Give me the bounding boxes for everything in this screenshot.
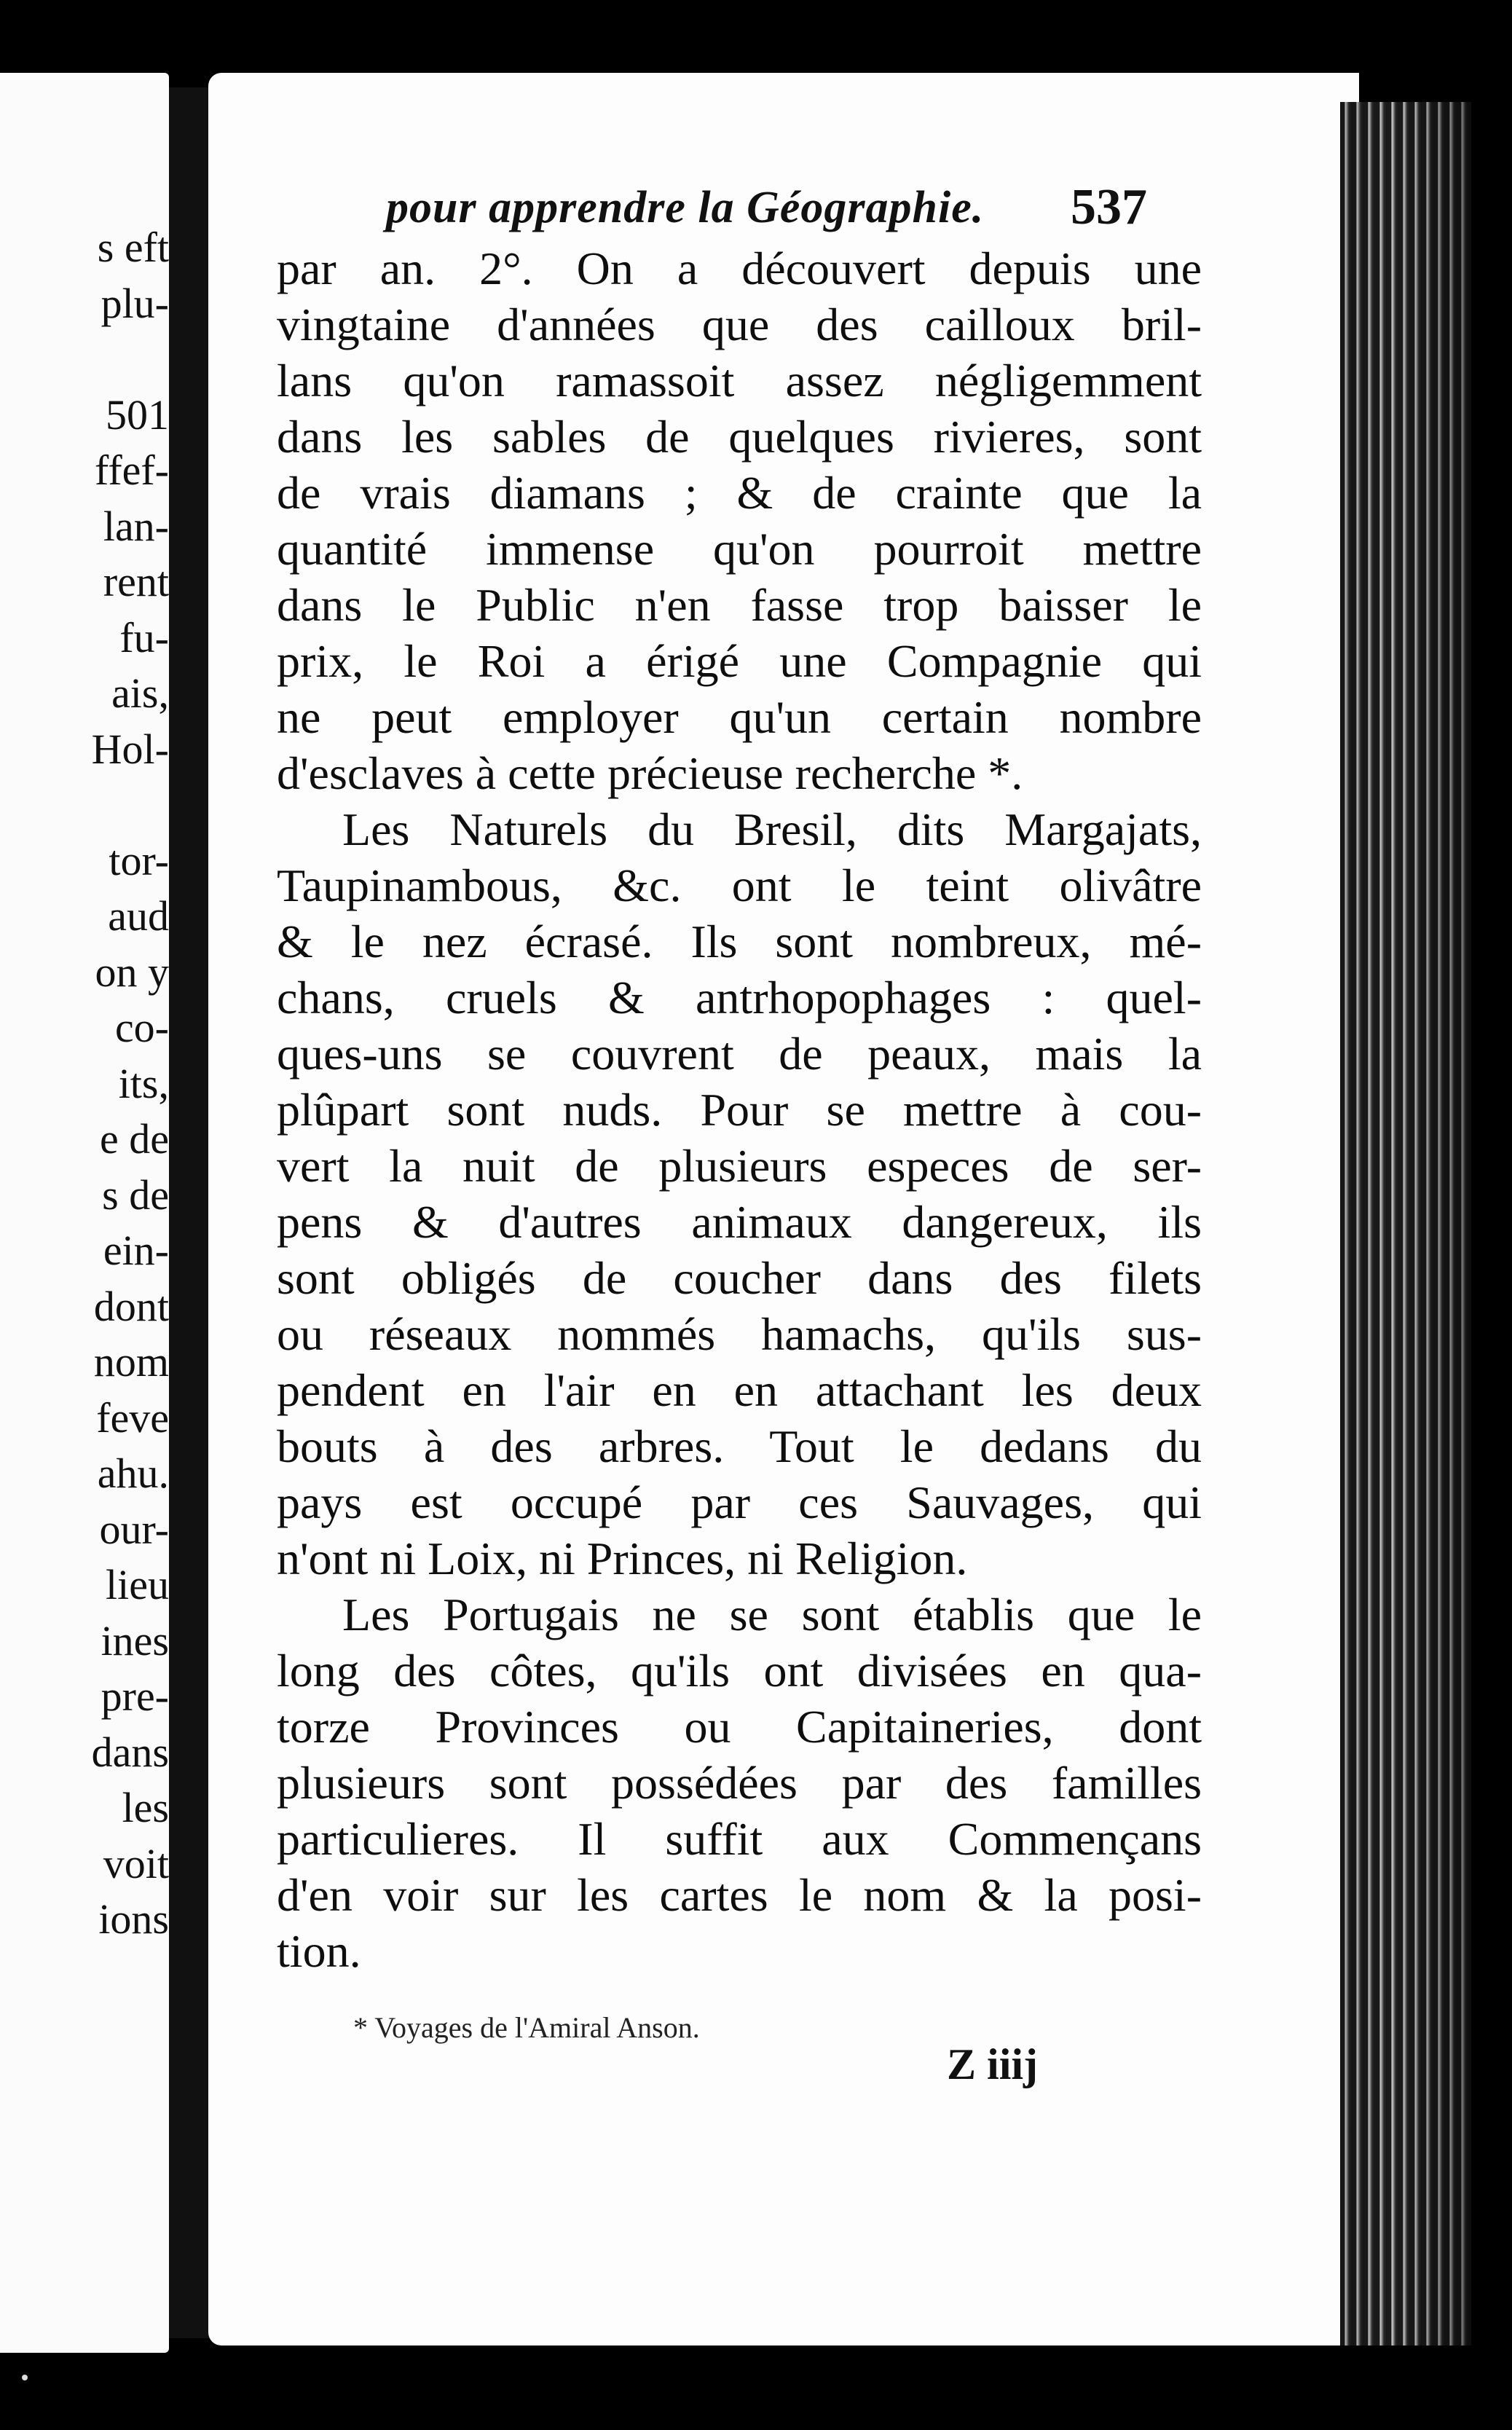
text-line: ques-uns se couvrent de peaux, mais la xyxy=(277,1028,1202,1080)
facing-page-line: les xyxy=(122,1784,169,1831)
facing-page-line: voit xyxy=(103,1839,169,1887)
text-line: dans le Public n'en fasse trop baisser le xyxy=(277,579,1202,631)
text-line: vert la nuit de plusieurs especes de ser- xyxy=(277,1140,1202,1192)
text-line: dans les sables de quelques rivieres, sont xyxy=(277,411,1202,463)
speck xyxy=(22,2375,28,2380)
text-line: Taupinambous, &c. ont le teint olivâtre xyxy=(277,860,1202,911)
page-number: 537 xyxy=(1071,179,1147,235)
facing-page-line: nom xyxy=(93,1338,169,1385)
facing-page-line: rent xyxy=(103,558,169,605)
facing-page-line: ahu. xyxy=(97,1450,169,1497)
facing-page-line: lieu xyxy=(106,1561,169,1608)
text-line: quantité immense qu'on pourroit mettre xyxy=(277,523,1202,575)
text-line: bouts à des arbres. Tout le dedans du xyxy=(277,1420,1202,1472)
text-line: par an. 2°. On a découvert depuis une xyxy=(277,243,1202,294)
text-line: vingtaine d'années que des cailloux bril- xyxy=(277,299,1202,350)
text-line: n'ont ni Loix, ni Princes, ni Religion. xyxy=(277,1533,968,1584)
text-line: & le nez écrasé. Ils sont nombreux, mé- xyxy=(277,916,1202,967)
text-line: pays est occupé par ces Sauvages, qui xyxy=(277,1477,1202,1528)
facing-page-line: plu- xyxy=(101,279,169,327)
facing-page-line: ein- xyxy=(103,1227,169,1274)
text-line: long des côtes, qu'ils ont divisées en qua- xyxy=(277,1645,1202,1696)
footnote: * Voyages de l'Amiral Anson. xyxy=(353,2011,700,2044)
signature-mark: Z iiij xyxy=(947,2040,1039,2088)
facing-page-line: aud xyxy=(108,892,169,940)
text-line: d'esclaves à cette précieuse recherche *. xyxy=(277,747,1023,799)
facing-page-line: s de xyxy=(102,1171,169,1219)
text-line: Les Naturels du Bresil, dits Margajats, xyxy=(342,803,1202,855)
text-line: torze Provinces ou Capitaineries, dont xyxy=(277,1701,1202,1753)
facing-page-line: lan- xyxy=(103,502,169,550)
facing-page-line: co- xyxy=(114,1004,169,1051)
facing-page-line: ions xyxy=(98,1895,169,1943)
facing-page-line: Hol- xyxy=(91,725,169,773)
facing-page-line xyxy=(0,330,169,388)
facing-page-line: its, xyxy=(118,1059,169,1107)
facing-page-line: ines xyxy=(101,1616,169,1664)
facing-page-line: e de xyxy=(100,1115,169,1163)
book-gutter xyxy=(169,87,211,2338)
facing-page-line: our- xyxy=(99,1505,169,1553)
facing-page-line: feve xyxy=(96,1393,169,1442)
page-edges-shadow xyxy=(1340,102,1471,2346)
text-line: sont obligés de coucher dans des filets xyxy=(277,1252,1202,1304)
facing-page-line: on y xyxy=(95,948,169,996)
text-line: ou réseaux nommés hamachs, qu'ils sus- xyxy=(277,1308,1202,1360)
text-line: ne peut employer qu'un certain nombre xyxy=(277,691,1202,743)
text-line: pens & d'autres animaux dangereux, ils xyxy=(277,1196,1202,1248)
text-line: d'en voir sur les cartes le nom & la posi- xyxy=(277,1869,1202,1921)
running-head: pour apprendre la Géographie. xyxy=(386,183,985,232)
facing-page-line: dont xyxy=(93,1282,169,1330)
facing-page-line: 501 xyxy=(106,390,169,439)
facing-page-fragment xyxy=(0,73,169,2353)
text-line: chans, cruels & antrhopophages : quel- xyxy=(277,972,1202,1023)
text-line: plûpart sont nuds. Pour se mettre à cou- xyxy=(277,1084,1202,1136)
facing-page-line: dans xyxy=(91,1728,169,1776)
facing-page-line: pre- xyxy=(101,1672,169,1720)
text-line: tion. xyxy=(277,1925,361,1977)
text-line: prix, le Roi a érigé une Compagnie qui xyxy=(277,635,1202,687)
facing-page-line xyxy=(0,776,169,834)
body-text xyxy=(277,240,1202,2010)
facing-page-line: fu- xyxy=(119,613,169,661)
text-line: plusieurs sont possédées par des familles xyxy=(277,1757,1202,1809)
text-line: de vrais diamans ; & de crainte que la xyxy=(277,467,1202,519)
text-line: Les Portugais ne se sont établis que le xyxy=(342,1589,1202,1640)
facing-page-line: tor- xyxy=(109,836,169,884)
facing-page-line: ais, xyxy=(111,669,169,717)
facing-page-line: s eft xyxy=(97,224,169,271)
text-line: particulieres. Il suffit aux Commençans xyxy=(277,1813,1202,1865)
text-line: pendent en l'air en en attachant les deux xyxy=(277,1364,1202,1416)
text-line: lans qu'on ramassoit assez négligemment xyxy=(277,355,1202,406)
facing-page-line: ffef- xyxy=(95,447,169,494)
